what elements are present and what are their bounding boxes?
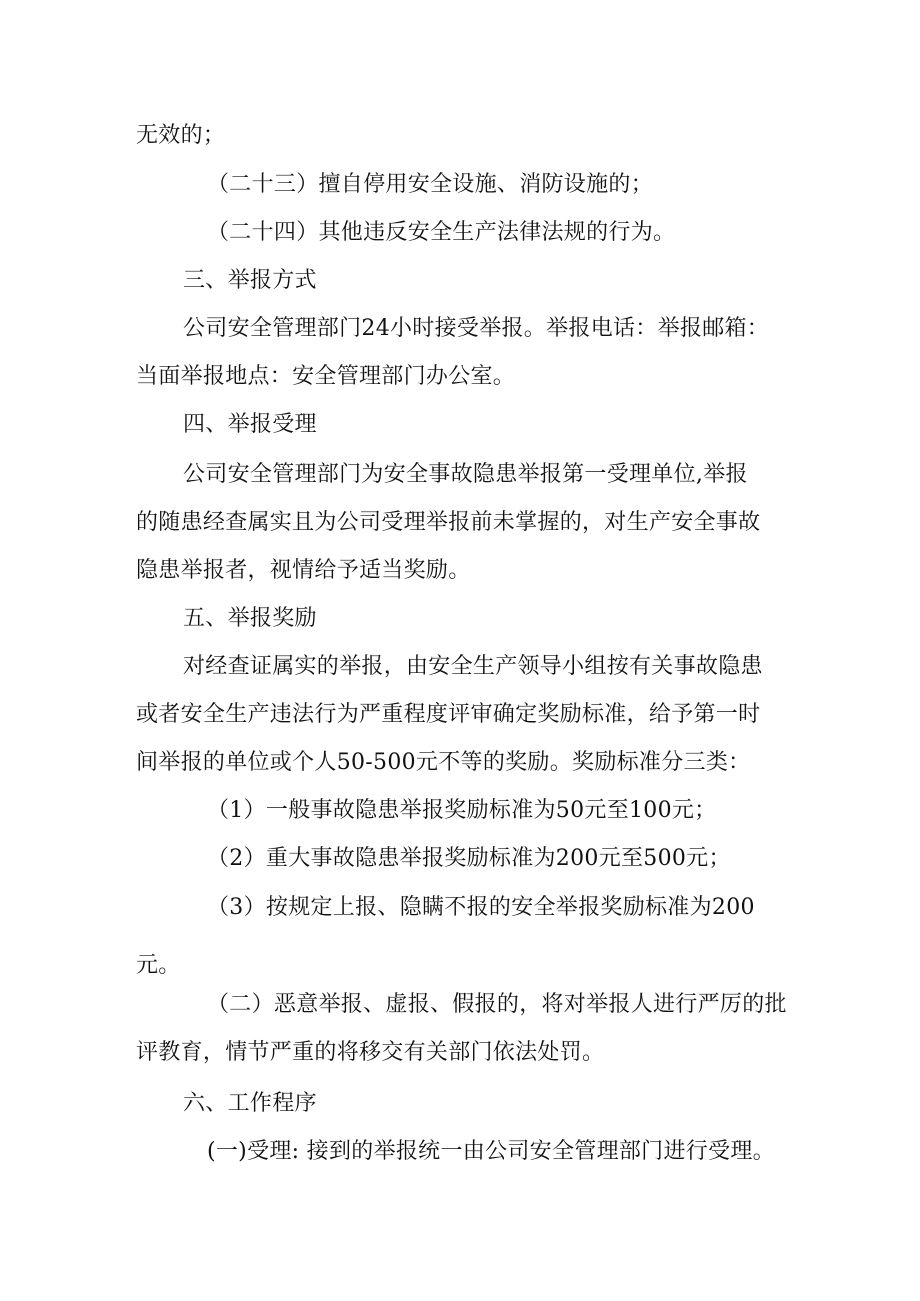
section-heading-6: 六、工作程序	[183, 1091, 317, 1116]
text-line-1: 无效的；	[136, 123, 226, 148]
text-line-9: 的随患经查属实且为公司受理举报前未掌握的，对生产安全事故	[136, 510, 761, 535]
text-line-6: 当面举报地点：安全管理部门办公室。	[136, 364, 516, 389]
text-line-18: 元。	[136, 953, 181, 978]
text-line-20: 评教育，情节严重的将移交有关部门依法处罚。	[136, 1040, 605, 1065]
text-line-10: 隐患举报者，视情给予适当奖励。	[136, 558, 471, 583]
text-line-3: （二十四）其他违反安全生产法律法规的行为。	[207, 220, 676, 245]
text-line-16: （2）重大事故隐患举报奖励标准为200元至500元；	[207, 846, 731, 871]
text-line-13: 或者安全生产违法行为严重程度评审确定奖励标准，给予第一时	[136, 702, 761, 727]
section-heading-4: 四、举报受理	[183, 412, 317, 437]
text-line-14: 间举报的单位或个人50-500元不等的奖励。奖励标准分三类：	[136, 750, 751, 775]
text-line-2: （二十三）擅自停用安全设施、消防设施的；	[207, 172, 654, 197]
text-line-22: (一)受理: 接到的举报统一由公司安全管理部门进行受理。	[207, 1139, 775, 1164]
text-line-19: （二）恶意举报、虚报、假报的，将对举报人进行严厉的批	[207, 992, 787, 1017]
text-line-8: 公司安全管理部门为安全事故隐患举报第一受理单位,举报	[183, 462, 748, 487]
text-line-12: 对经查证属实的举报，由安全生产领导小组按有关事故隐患	[183, 654, 763, 679]
text-line-15: （1）一般事故隐患举报奖励标准为50元至100元；	[207, 798, 717, 823]
section-heading-3: 三、举报方式	[183, 268, 317, 293]
text-line-17: （3）按规定上报、隐瞒不报的安全举报奖励标准为200	[207, 895, 755, 920]
section-heading-5: 五、举报奖励	[183, 606, 317, 631]
text-line-5: 公司安全管理部门24小时接受举报。举报电话：举报邮箱：	[183, 316, 770, 341]
